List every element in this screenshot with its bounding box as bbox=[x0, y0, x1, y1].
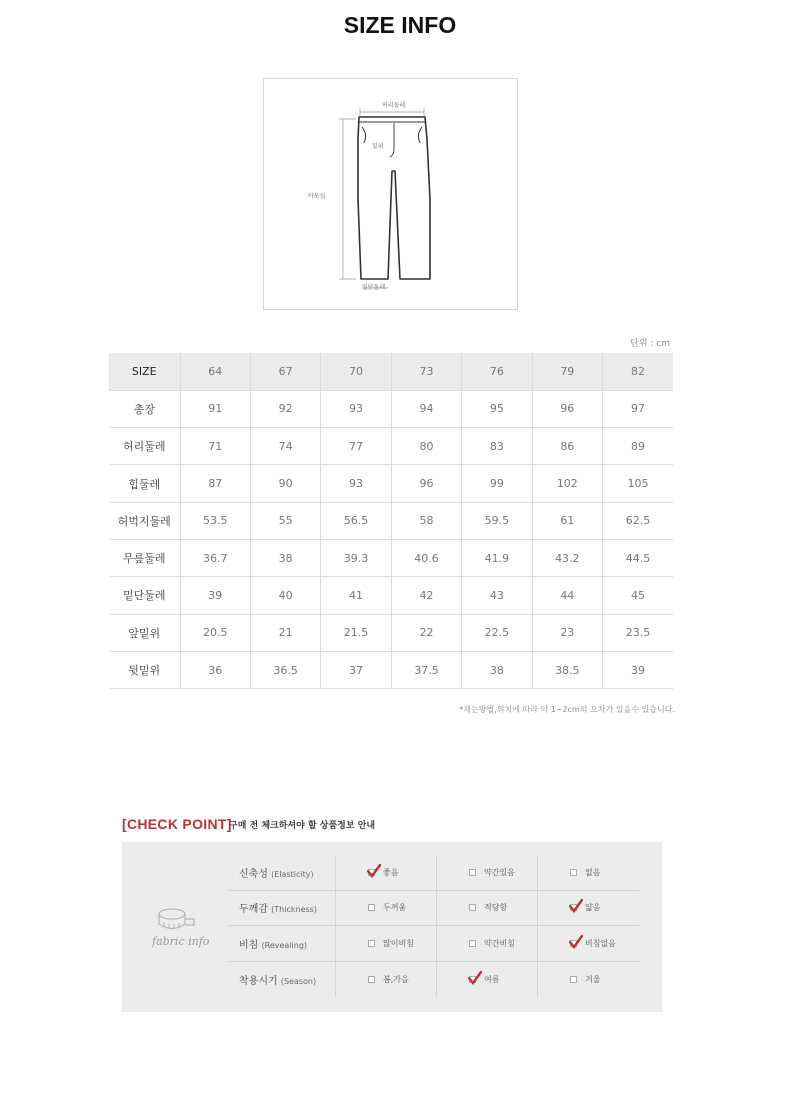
option-label: 약간있음 bbox=[484, 867, 515, 877]
checked-checkbox-icon bbox=[469, 976, 476, 983]
table-cell: 92 bbox=[250, 390, 320, 427]
row-label-english: (Season) bbox=[280, 976, 317, 986]
table-cell: 22.5 bbox=[462, 614, 532, 651]
table-row bbox=[109, 651, 673, 688]
unit-label: 단위 : cm bbox=[630, 339, 670, 349]
checkmark-icon bbox=[569, 935, 583, 949]
row-label-korean: 두께감 bbox=[239, 904, 272, 916]
table-cell: 38 bbox=[250, 539, 320, 576]
check-point-row bbox=[229, 962, 639, 998]
table-cell: 62.5 bbox=[603, 502, 673, 539]
option-label: 두꺼움 bbox=[383, 903, 407, 913]
check-point-option bbox=[335, 855, 436, 890]
table-cell: 20.5 bbox=[180, 614, 250, 651]
checkbox-icon bbox=[469, 940, 476, 947]
table-cell: 61 bbox=[532, 502, 602, 539]
table-cell: 21 bbox=[250, 614, 320, 651]
table-cell: 90 bbox=[250, 465, 320, 502]
table-cell: 40 bbox=[250, 577, 320, 614]
option-label: 비침없음 bbox=[585, 938, 616, 948]
table-cell: 91 bbox=[180, 390, 250, 427]
table-cell: 105 bbox=[603, 465, 673, 502]
row-label-english: (Revealing) bbox=[261, 940, 308, 950]
table-cell: 39.3 bbox=[321, 539, 391, 576]
pants-diagram bbox=[263, 78, 518, 310]
row-label-korean: 신축성 bbox=[239, 868, 272, 880]
table-cell: 53.5 bbox=[180, 502, 250, 539]
page-title: SIZE INFO bbox=[343, 12, 457, 38]
check-point-row bbox=[229, 855, 639, 891]
check-point-option bbox=[335, 926, 436, 961]
check-point-option bbox=[436, 926, 537, 961]
table-cell: 94 bbox=[391, 390, 461, 427]
checkmark-icon bbox=[367, 864, 381, 878]
check-point-row-label bbox=[229, 936, 335, 951]
row-label-korean: 비침 bbox=[239, 939, 262, 951]
checked-checkbox-icon bbox=[368, 869, 375, 876]
option-label: 없음 bbox=[585, 867, 601, 877]
checkbox-icon bbox=[368, 904, 375, 911]
check-point-row-label bbox=[229, 900, 335, 915]
size-header-cell: 76 bbox=[462, 353, 532, 390]
size-header-cell: 79 bbox=[532, 353, 602, 390]
check-point-option bbox=[537, 891, 636, 926]
option-label: 많이비침 bbox=[383, 938, 414, 948]
table-cell: 40.6 bbox=[391, 539, 461, 576]
check-point-option bbox=[436, 855, 537, 890]
table-cell: 42 bbox=[391, 577, 461, 614]
table-cell: 37.5 bbox=[391, 651, 461, 688]
row-label-english: (Thickness) bbox=[271, 905, 317, 915]
table-row bbox=[109, 428, 673, 465]
tape-measure-icon bbox=[152, 905, 198, 939]
row-label-korean: 착용시기 bbox=[239, 975, 281, 987]
table-cell: 22 bbox=[391, 614, 461, 651]
check-point-subtitle: 구매 전 체크하셔야 할 상품정보 안내 bbox=[229, 821, 376, 831]
measurement-note: *재는방법,위치에 따라 약 1~2cm의 오차가 있을수 있습니다. bbox=[459, 705, 675, 714]
table-cell: 86 bbox=[532, 428, 602, 465]
option-label: 겨울 bbox=[585, 974, 601, 984]
row-label: 총장 bbox=[109, 390, 180, 427]
checkbox-icon bbox=[469, 904, 476, 911]
table-cell: 23.5 bbox=[603, 614, 673, 651]
pants-outline-icon bbox=[264, 79, 519, 311]
table-cell: 39 bbox=[180, 577, 250, 614]
size-header-label: SIZE bbox=[109, 353, 180, 390]
table-cell: 97 bbox=[603, 390, 673, 427]
table-cell: 56.5 bbox=[321, 502, 391, 539]
check-point-option bbox=[537, 926, 636, 961]
row-label-english: (Elasticity) bbox=[271, 869, 314, 879]
checkbox-icon bbox=[570, 869, 577, 876]
row-label: 힙둘레 bbox=[109, 465, 180, 502]
option-label: 얇음 bbox=[585, 903, 601, 913]
size-header-cell: 67 bbox=[250, 353, 320, 390]
option-label: 약간비침 bbox=[484, 938, 515, 948]
size-header-cell: 64 bbox=[180, 353, 250, 390]
hem-label: 밑단둘레 bbox=[362, 284, 386, 291]
table-cell: 36.5 bbox=[250, 651, 320, 688]
row-label: 앞밑위 bbox=[109, 614, 180, 651]
check-point-row-label bbox=[229, 972, 335, 987]
check-point-title: [CHECK POINT] bbox=[122, 816, 232, 832]
checked-checkbox-icon bbox=[570, 940, 577, 947]
checked-checkbox-icon bbox=[570, 904, 577, 911]
table-cell: 41.9 bbox=[462, 539, 532, 576]
outseam-label: 아웃심 bbox=[308, 193, 326, 200]
table-cell: 41 bbox=[321, 577, 391, 614]
check-point-rows bbox=[229, 855, 639, 997]
table-row bbox=[109, 465, 673, 502]
option-label: 좋음 bbox=[383, 867, 399, 877]
check-point-option bbox=[537, 855, 636, 890]
check-point-option bbox=[436, 891, 537, 926]
table-cell: 43.2 bbox=[532, 539, 602, 576]
table-cell: 99 bbox=[462, 465, 532, 502]
table-cell: 44 bbox=[532, 577, 602, 614]
option-label: 여름 bbox=[484, 974, 500, 984]
row-label: 뒷밑위 bbox=[109, 651, 180, 688]
table-row bbox=[109, 502, 673, 539]
check-point-option bbox=[537, 962, 636, 998]
table-cell: 21.5 bbox=[321, 614, 391, 651]
check-point-option bbox=[436, 962, 537, 998]
table-row bbox=[109, 539, 673, 576]
checkbox-icon bbox=[469, 869, 476, 876]
checkbox-icon bbox=[368, 976, 375, 983]
table-cell: 95 bbox=[462, 390, 532, 427]
table-cell: 80 bbox=[391, 428, 461, 465]
table-cell: 83 bbox=[462, 428, 532, 465]
size-header-row bbox=[109, 353, 673, 390]
fabric-info-label: fabric info bbox=[152, 935, 210, 948]
table-cell: 102 bbox=[532, 465, 602, 502]
table-cell: 45 bbox=[603, 577, 673, 614]
table-cell: 93 bbox=[321, 465, 391, 502]
row-label: 무릎둘레 bbox=[109, 539, 180, 576]
table-cell: 58 bbox=[391, 502, 461, 539]
table-cell: 93 bbox=[321, 390, 391, 427]
table-cell: 89 bbox=[603, 428, 673, 465]
check-point-row-label bbox=[229, 865, 335, 880]
table-cell: 59.5 bbox=[462, 502, 532, 539]
check-point-option bbox=[335, 891, 436, 926]
table-cell: 36.7 bbox=[180, 539, 250, 576]
row-label: 허벅지둘레 bbox=[109, 502, 180, 539]
size-table bbox=[109, 353, 673, 689]
checkmark-icon bbox=[468, 971, 482, 985]
table-row bbox=[109, 614, 673, 651]
check-point-row bbox=[229, 891, 639, 927]
table-cell: 44.5 bbox=[603, 539, 673, 576]
table-cell: 23 bbox=[532, 614, 602, 651]
table-cell: 77 bbox=[321, 428, 391, 465]
table-cell: 38 bbox=[462, 651, 532, 688]
checkbox-icon bbox=[368, 940, 375, 947]
table-cell: 37 bbox=[321, 651, 391, 688]
table-cell: 39 bbox=[603, 651, 673, 688]
size-header-cell: 82 bbox=[603, 353, 673, 390]
table-cell: 55 bbox=[250, 502, 320, 539]
option-label: 봄,가을 bbox=[383, 974, 409, 984]
table-cell: 87 bbox=[180, 465, 250, 502]
table-cell: 71 bbox=[180, 428, 250, 465]
rise-label: 밑위 bbox=[372, 143, 384, 150]
table-cell: 43 bbox=[462, 577, 532, 614]
row-label: 허리둘레 bbox=[109, 428, 180, 465]
checkmark-icon bbox=[569, 899, 583, 913]
size-header-cell: 73 bbox=[391, 353, 461, 390]
row-label: 밑단둘레 bbox=[109, 577, 180, 614]
table-row bbox=[109, 577, 673, 614]
table-row bbox=[109, 390, 673, 427]
waist-label: 허리둘레 bbox=[382, 102, 406, 109]
table-cell: 96 bbox=[391, 465, 461, 502]
check-point-option bbox=[335, 962, 436, 998]
table-cell: 38.5 bbox=[532, 651, 602, 688]
option-label: 적당함 bbox=[484, 903, 508, 913]
table-cell: 96 bbox=[532, 390, 602, 427]
table-cell: 36 bbox=[180, 651, 250, 688]
checkbox-icon bbox=[570, 976, 577, 983]
size-header-cell: 70 bbox=[321, 353, 391, 390]
check-point-row bbox=[229, 926, 639, 962]
table-cell: 74 bbox=[250, 428, 320, 465]
